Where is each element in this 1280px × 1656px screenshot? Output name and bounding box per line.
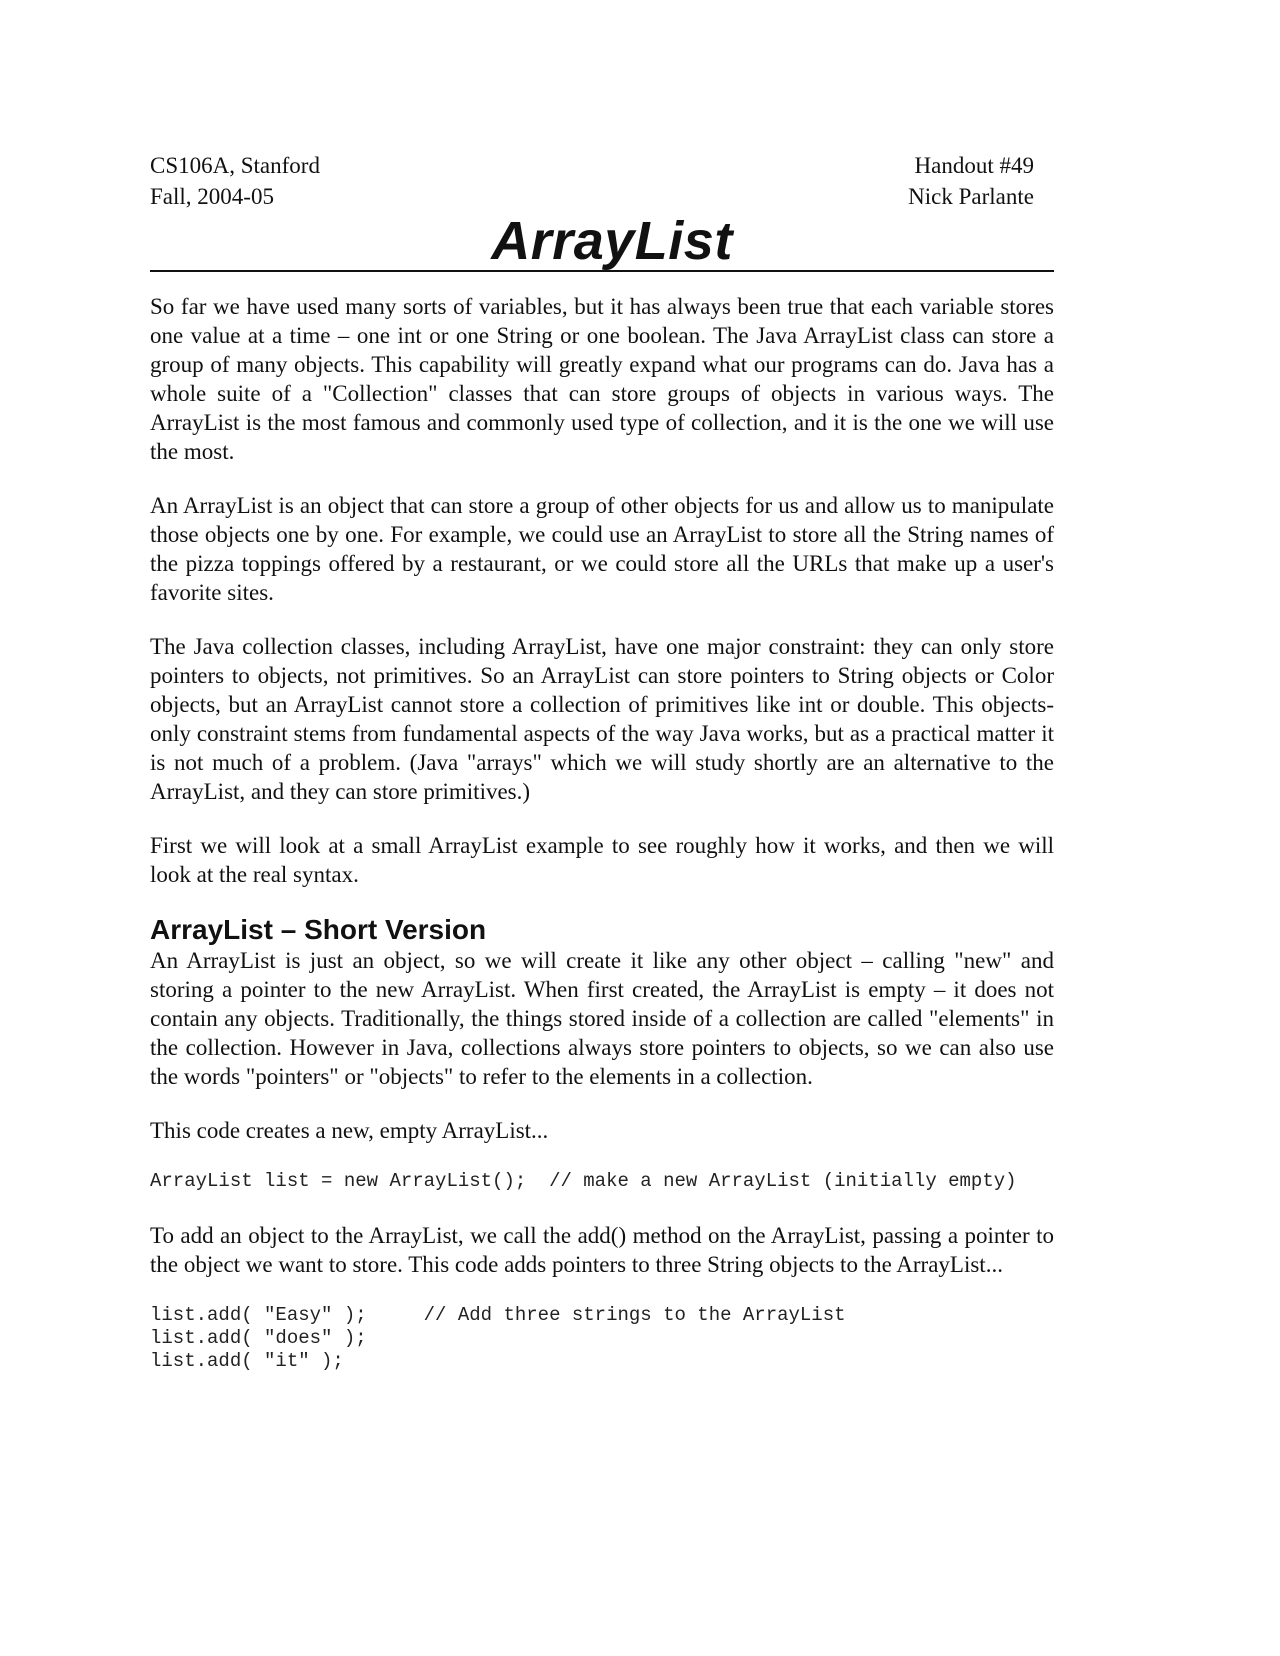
page-title: ArrayList [491, 211, 733, 271]
code-line: list.add( "does" ); [150, 1327, 367, 1349]
code-line: ArrayList list = new ArrayList(); // make a new ArrayList (initially empty) [150, 1170, 1017, 1192]
intro-paragraph-3: The Java collection classes, including ArrayList, have one major constraint: they can only store pointers to objects, not primitives. So an ArrayList can store pointers to String objects or Color objects, but an ArrayList cannot store a collection of primitives like int or double. This objects-only constraint stems from fundamental aspects of the way Java works, but as a practical matter it is not much of a problem. (Java "arrays" which we will study shortly are an alternative to the ArrayList, and they can store primitives.) [150, 634, 1054, 804]
section-paragraph-3: To add an object to the ArrayList, we call the add() method on the ArrayList, passing a pointer to the object we want to store. This code adds pointers to three String objects to the ArrayList... [150, 1223, 1054, 1277]
code-line: list.add( "Easy" ); // Add three strings to the ArrayList [150, 1304, 846, 1326]
intro-paragraph-2: An ArrayList is an object that can store a group of other objects for us and allow us to manipulate those objects one by one. For example, we could use an ArrayList to store all the String names of the pizza toppings offered by a restaurant, or we could store all the URLs that make up a user's favorite sites. [150, 493, 1054, 605]
section-paragraph-1: An ArrayList is just an object, so we will create it like any other object – calling "new" and storing a pointer to the new ArrayList. When first created, the ArrayList is empty – it does not contain any objects. Traditionally, the things stored inside of a collection are called "elements" in the collection. However in Java, collections always store pointers to objects, so we can also use the words "pointers" or "objects" to refer to the elements in a collection. [150, 948, 1054, 1089]
code-block-add [150, 1304, 1054, 1373]
code-line: list.add( "it" ); [150, 1350, 344, 1372]
header-row-2 [150, 181, 1054, 212]
document-page [150, 150, 1054, 1401]
intro-paragraph-1: So far we have used many sorts of variables, but it has always been true that each variable stores one value at a time – one int or one String or one boolean. The Java ArrayList class can store a group of many objects. This capability will greatly expand what our programs can do. Java has a whole suite of a "Collection" classes that can store groups of objects in various ways. The ArrayList is the most famous and commonly used type of collection, and it is the one we will use the most. [150, 294, 1054, 464]
section-heading: ArrayList – Short Version [150, 914, 487, 945]
handout-number: Handout #49 [914, 153, 1034, 178]
course-label: CS106A, Stanford [150, 153, 320, 178]
section-paragraph-2: This code creates a new, empty ArrayList... [150, 1118, 549, 1143]
intro-paragraph-4: First we will look at a small ArrayList example to see roughly how it works, and then we will look at the real syntax. [150, 833, 1054, 887]
author-name: Nick Parlante [908, 184, 1034, 209]
header-row-1 [150, 150, 1054, 181]
code-block-create [150, 1170, 1054, 1193]
term-label: Fall, 2004-05 [150, 184, 274, 209]
